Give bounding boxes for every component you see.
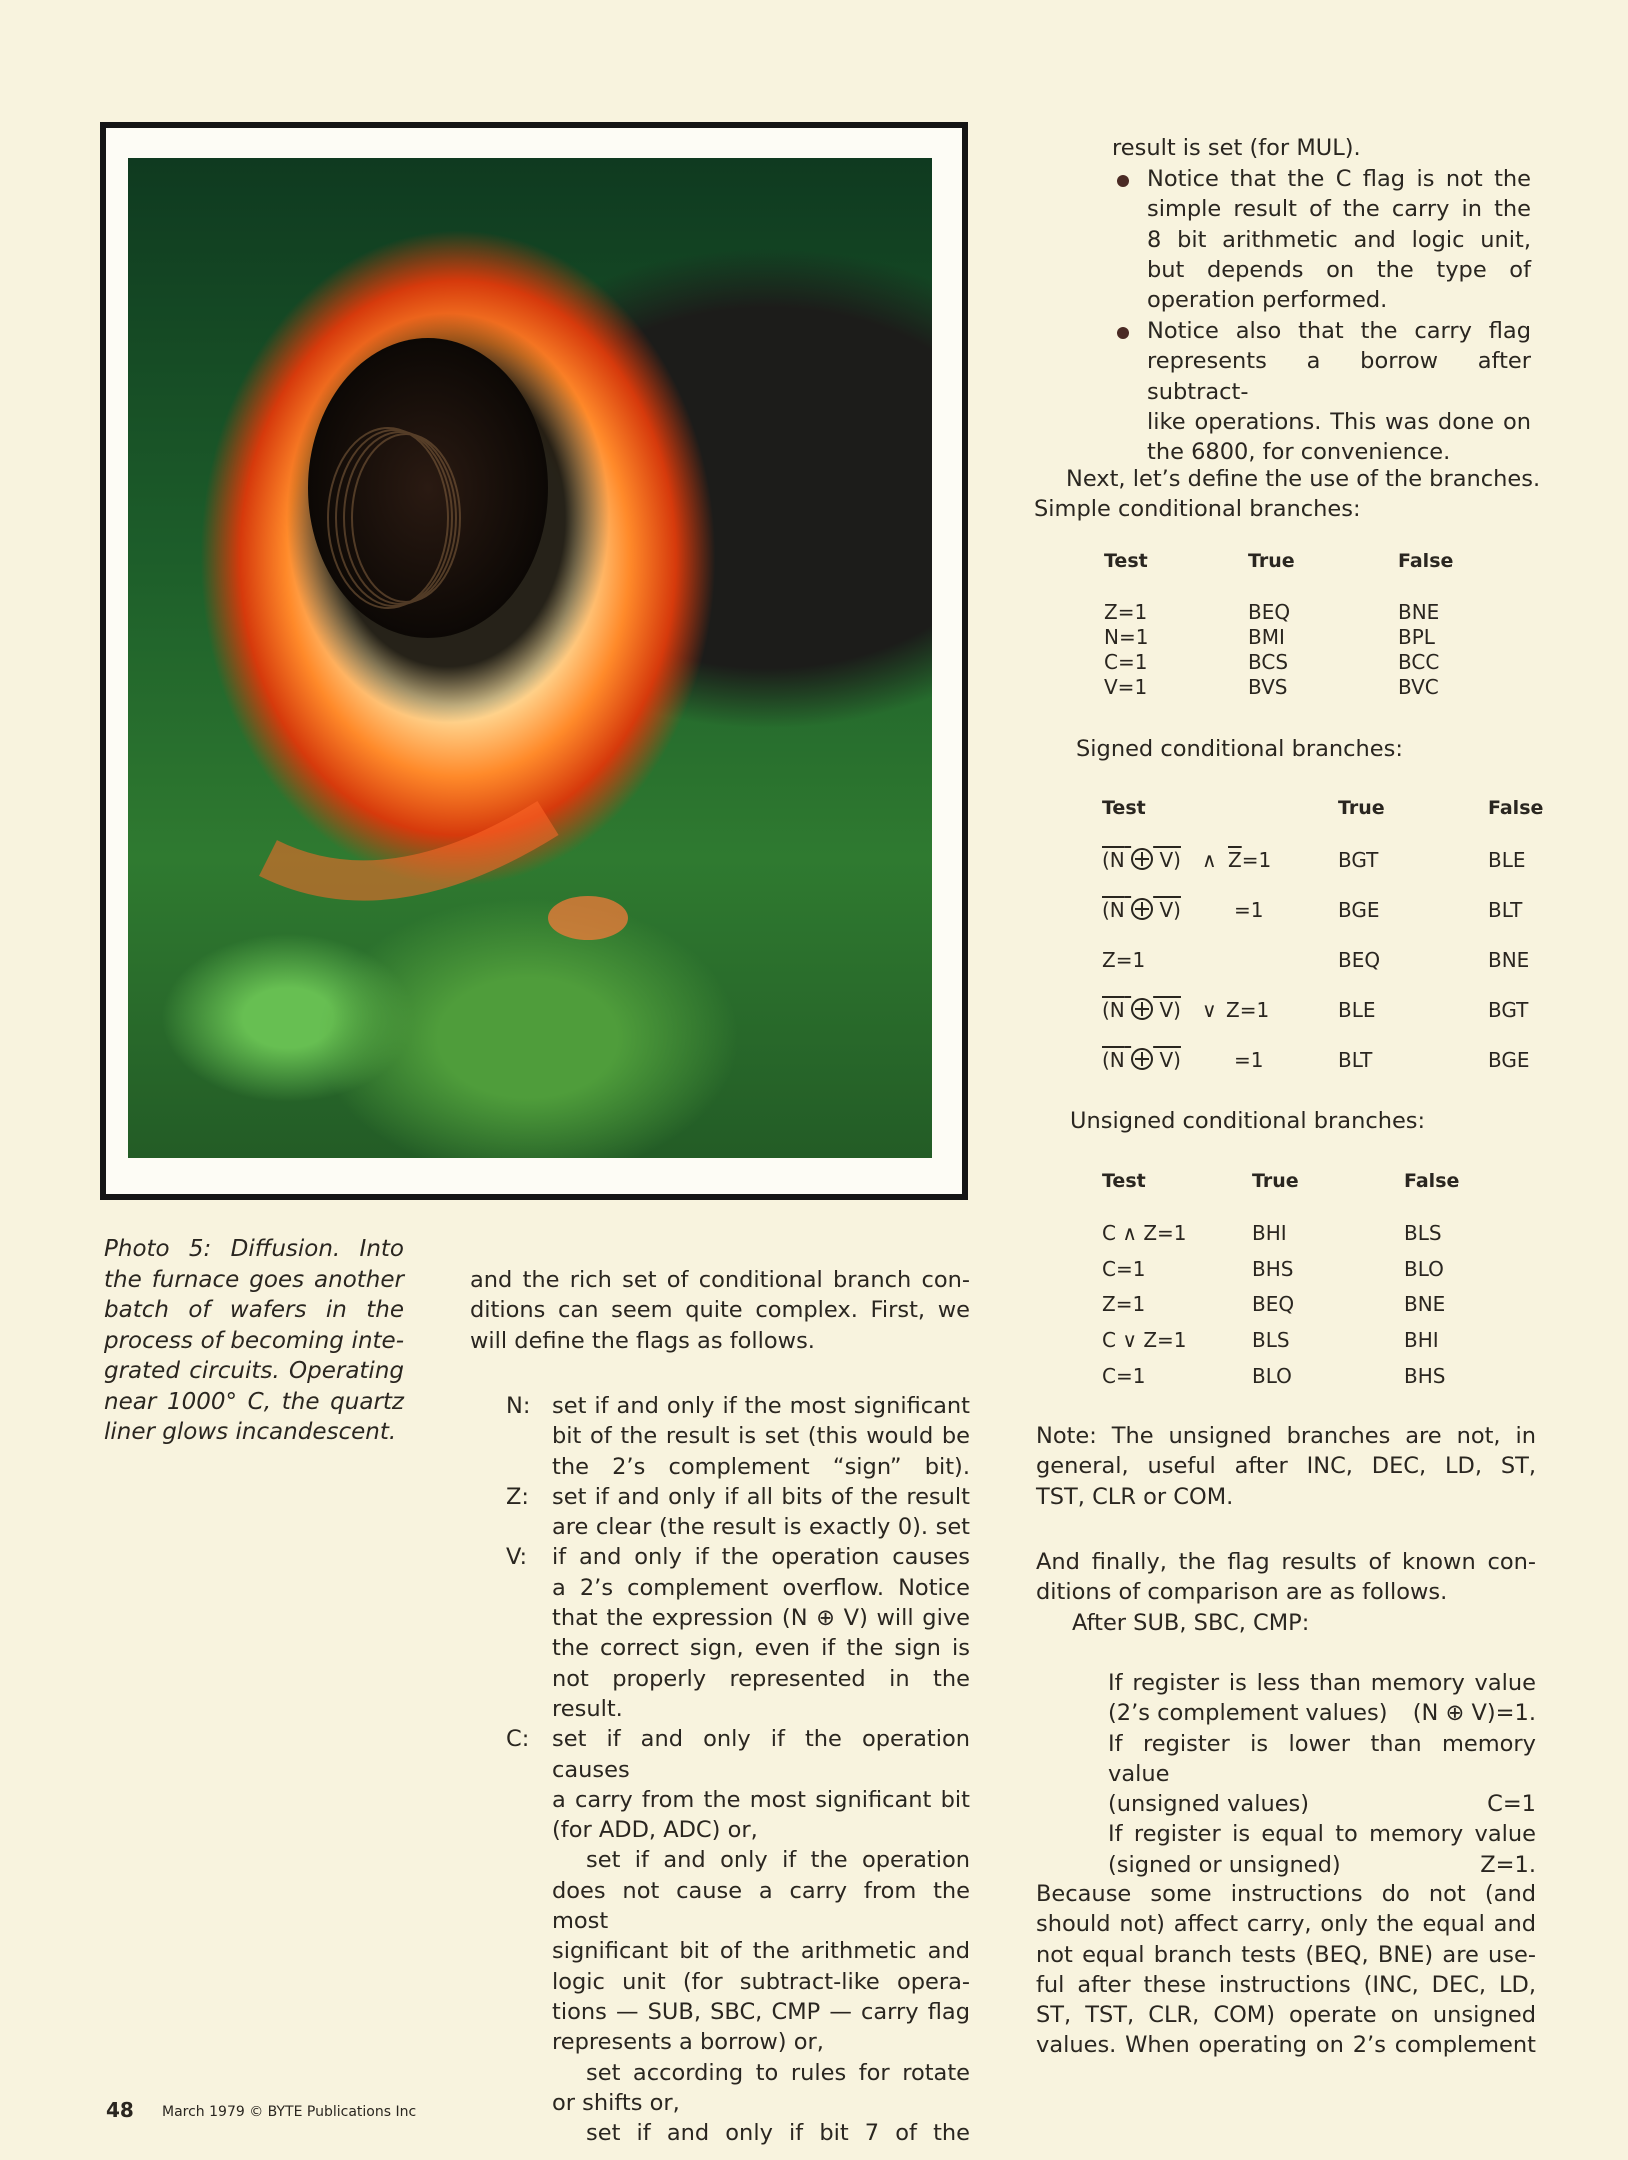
logic-operator: ∨ [1202,998,1217,1022]
signed-branches-title: Signed conditional branches: [1076,736,1403,762]
text-line: set if and only if the operation causes [552,1726,970,1783]
text-line: set according to rules for rotate [586,2059,970,2086]
table-cell: BHI [1404,1328,1439,1352]
flag-letter: V: [506,1544,528,1571]
text-line: but depends on the type of [1147,256,1531,283]
table-cell: Z=1 [1226,998,1270,1022]
unsigned-branches-title: Unsigned conditional branches: [1070,1108,1426,1134]
table-cell: C=1 [1102,1257,1146,1281]
table-cell: BLO [1404,1257,1444,1281]
caption-line: the furnace goes another [104,1266,404,1293]
text-line: should not) affect carry, only the equal and [1036,1911,1536,1938]
table-cell: Z=1 [1102,1292,1146,1316]
table-row [1102,998,1542,1048]
text-line: if and only if the operation causes [552,1544,970,1571]
page-number: 48 [106,2098,134,2122]
xor-icon [1131,998,1153,1020]
text-line: bit of the result is set (this would be [552,1423,970,1450]
text-line: result is set (for MUL). [1112,135,1361,161]
text-line: a 2’s complement overflow. Notice [552,1574,970,1601]
column-header: True [1252,1170,1299,1192]
flag-definitions [506,1391,970,2148]
flag-n-definition [506,1391,970,1482]
footer-credit: March 1979 © BYTE Publications Inc [162,2104,417,2120]
caption-line: Photo 5: Diffusion. Into [104,1236,404,1262]
caption-line: process of becoming inte- [104,1327,404,1354]
column-header: False [1404,1170,1460,1192]
table-cell: BLE [1488,848,1526,872]
bullet-icon [1117,327,1129,339]
furnace-photo [128,158,932,1158]
table-cell: BPL [1398,625,1435,649]
because-paragraph [1036,1879,1536,2061]
text-line: represents a borrow) or, [552,2029,824,2056]
column-header: False [1488,797,1544,819]
text-line: set if and only if the operation [586,1847,970,1874]
text-line: a carry from the most significant bit [552,1786,970,1813]
text-line: Note: The unsigned branches are not, in [1036,1423,1536,1449]
comparison-conditions [1108,1668,1536,1880]
table-cell: BHI [1252,1221,1287,1245]
table-cell: BEQ [1252,1292,1295,1316]
table-row [1102,1221,1502,1257]
text-line: set if and only if bit 7 of the [586,2120,970,2147]
text-line: does not cause a carry from the most [552,1877,970,1935]
table-cell: BNE [1488,948,1530,972]
table-cell: C ∧ Z=1 [1102,1221,1187,1245]
text-line: not equal branch tests (BEQ, BNE) are use- [1036,1941,1536,1968]
text-line: tions — SUB, SBC, CMP — carry flag [552,1998,970,2025]
table-row [1102,898,1542,948]
table-cell: (N V) [1102,998,1181,1022]
flag-letter: C: [506,1726,530,1753]
text-line: represents a borrow after subtract- [1147,348,1531,405]
flag-z-definition [506,1482,970,1543]
table-row [1102,1257,1502,1292]
text-line: set if and only if the most significant [552,1393,970,1419]
text-line: And finally, the flag results of known con- [1036,1549,1536,1575]
table-row [1102,1048,1542,1098]
flag-c-definition [506,1724,970,2148]
text-line: the 2’s complement “sign” bit). [552,1453,970,1480]
table-cell: BLT [1488,898,1523,922]
text-line: the correct sign, even if the sign is [552,1635,970,1662]
table-cell: BGE [1488,1048,1530,1072]
table-cell: C=1 [1102,1364,1146,1388]
text-line: Because some instructions do not (and [1036,1881,1536,1907]
text-line: If register is less than memory value [1108,1670,1536,1696]
middle-intro [470,1265,970,1356]
column-header: Test [1104,550,1148,572]
table-cell: N=1 [1104,625,1149,649]
condition-row: (unsigned values) C=1 [1108,1791,1536,1818]
flag-v-definition [506,1542,970,1724]
table-cell: $\overline{Z}=1$ [1228,848,1272,872]
table-cell: C ∨ Z=1 [1102,1328,1187,1352]
column-header: True [1248,550,1295,572]
table-cell: (N V) [1102,848,1181,872]
text-line: If register is lower than memory value [1108,1730,1536,1787]
text-line: If register is equal to memory value [1108,1821,1536,1848]
text-line: ST, TST, CLR, COM) operate on unsigned [1036,2002,1536,2029]
bullet-item [1147,316,1531,467]
text-line: the 6800, for convenience. [1147,439,1451,466]
text-line: simple result of the carry in the [1147,196,1531,223]
flag-letter: Z: [506,1483,529,1510]
text-line: ditions can seem quite complex. First, we [470,1297,970,1324]
table-cell: Z=1 [1104,600,1148,624]
table-cell: (N V) [1102,898,1181,922]
table-cell: BHS [1252,1257,1294,1281]
table-cell: BVS [1248,675,1288,699]
text-line: Simple conditional branches: [1034,496,1361,523]
condition-row: (2’s complement values) (N ⊕ V)=1. [1108,1700,1536,1727]
text-line: and the rich set of conditional branch con- [470,1267,970,1293]
column-header: True [1338,797,1385,819]
note-paragraph [1036,1421,1536,1512]
flag-letter: N: [506,1393,531,1419]
text-line: values. When operating on 2’s complement [1036,2032,1536,2059]
text-line: ditions of comparison are as follows. [1036,1579,1448,1606]
simple-branch-table [1104,550,1484,700]
table-cell: BVC [1398,675,1439,699]
finally-paragraph [1036,1547,1536,1638]
logic-operator: ∧ [1202,848,1217,872]
table-cell: BEQ [1338,948,1381,972]
signed-branch-table [1102,797,1542,1098]
xor-icon [1131,898,1153,920]
photo-frame [100,122,968,1200]
table-row [1104,600,1484,625]
table-cell: BGT [1488,998,1529,1022]
furnace-glow-illustration [128,158,932,1158]
table-cell: BCS [1248,650,1289,674]
table-cell: BHS [1404,1364,1446,1388]
table-cell: V=1 [1104,675,1148,699]
text-line: operation performed. [1147,287,1388,314]
text-line: are clear (the result is exactly 0). set [552,1514,970,1541]
table-row [1102,848,1542,898]
table-row [1102,1364,1502,1400]
table-row [1102,1292,1502,1328]
text-line: ful after these instructions (INC, DEC, LD, [1036,1971,1536,1998]
table-cell: BNE [1398,600,1440,624]
text-line: Next, let’s define the use of the branches. [1066,466,1541,492]
table-cell: BLS [1252,1328,1290,1352]
caption-line: batch of wafers in the [104,1297,404,1323]
table-cell: BMI [1248,625,1285,649]
column-header: Test [1102,797,1146,819]
text-line: After SUB, SBC, CMP: [1072,1609,1310,1636]
caption-line: near 1000° C, the quartz [104,1388,404,1415]
table-cell: Z=1 [1102,948,1146,972]
text-line: Notice that the C flag is not the [1147,166,1531,192]
table-cell: BGE [1338,898,1380,922]
text-line: that the expression (N ⊕ V) will give [552,1605,970,1632]
bullet-item [1147,164,1531,315]
text-line: not properly represented in the result. [552,1665,970,1722]
text-line: logic unit (for subtract-like opera- [552,1968,970,1995]
table-cell: (N V) [1102,1048,1181,1072]
caption-line: liner glows incandescent. [104,1419,397,1445]
table-row [1104,675,1484,700]
caption-line: grated circuits. Operating [104,1358,404,1384]
table-cell: =1 [1234,898,1264,922]
table-row [1102,948,1542,998]
table-cell: BLT [1338,1048,1373,1072]
table-cell: BEQ [1248,600,1291,624]
text-line: 8 bit arithmetic and logic unit, [1147,226,1531,253]
table-cell: BNE [1404,1292,1446,1316]
text-line: Notice also that the carry flag [1147,318,1531,344]
text-line: or shifts or, [552,2089,680,2116]
table-cell: C=1 [1104,650,1148,674]
table-cell: BCC [1398,650,1440,674]
condition-row: (signed or unsigned) Z=1. [1108,1851,1536,1878]
text-line: set if and only if all bits of the result [552,1483,970,1510]
next-paragraph [1034,464,1541,525]
xor-icon [1131,848,1153,870]
text-line: general, useful after INC, DEC, LD, ST, [1036,1453,1536,1480]
table-cell: BLO [1252,1364,1292,1388]
table-row [1104,625,1484,650]
table-cell: BLS [1404,1221,1442,1245]
text-line: like operations. This was done on [1147,408,1531,435]
column-header: Test [1102,1170,1146,1192]
text-line: will define the flags as follows. [470,1327,815,1354]
photo-caption [104,1234,404,1448]
table-cell: BGT [1338,848,1379,872]
text-line: significant bit of the arithmetic and [552,1938,970,1965]
xor-icon [1131,1048,1153,1070]
table-cell: BLE [1338,998,1376,1022]
table-row [1104,650,1484,675]
bullet-icon [1117,175,1129,187]
text-line: TST, CLR or COM. [1036,1483,1234,1510]
table-row [1102,1328,1502,1364]
column-header: False [1398,550,1454,572]
text-line: (for ADD, ADC) or, [552,1817,758,1844]
unsigned-branch-table [1102,1170,1502,1400]
table-cell: =1 [1234,1048,1264,1072]
